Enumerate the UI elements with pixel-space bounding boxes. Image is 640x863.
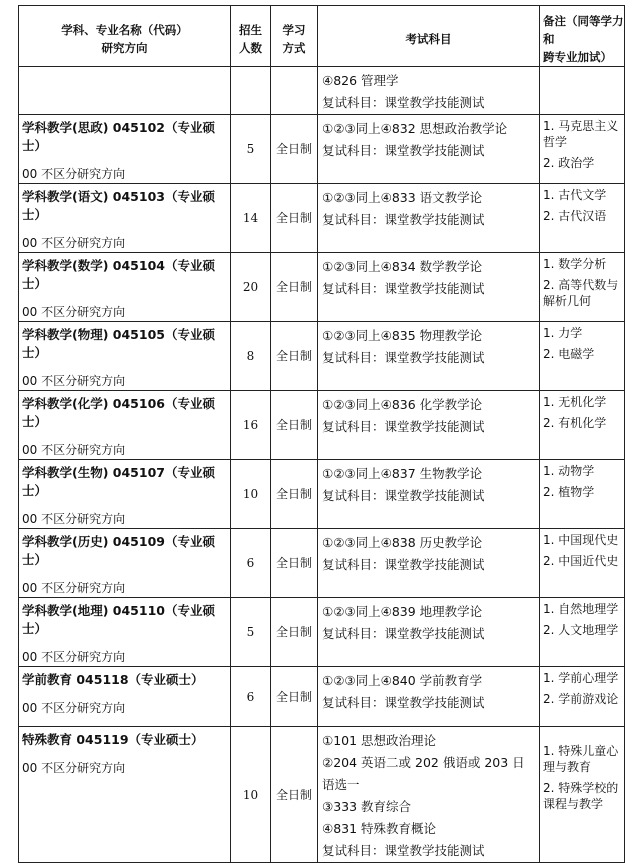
major-title: 特殊教育 045119（专业硕士）	[22, 732, 204, 747]
major-title: 学科教学(历史) 045109（专业硕士）	[22, 534, 215, 567]
continuation-exam-cell	[318, 67, 540, 115]
header-major	[19, 6, 231, 67]
table-row	[19, 460, 625, 529]
research-direction: 00 不区分研究方向	[22, 701, 126, 715]
major-cell	[19, 460, 231, 529]
notes-cell	[540, 322, 625, 391]
note-item: 2. 人文地理学	[543, 623, 619, 637]
header-notes	[540, 6, 625, 67]
major-cell	[19, 322, 231, 391]
exam-cell	[318, 253, 540, 322]
exam-line: ①101 思想政治理论	[322, 733, 437, 748]
enrollment-count: 5	[231, 115, 271, 184]
enrollment-count: 6	[231, 667, 271, 727]
note-item: 1. 中国现代史	[543, 533, 619, 547]
notes-cell	[540, 391, 625, 460]
exam-line: 复试科目：课堂教学技能测试	[322, 626, 485, 641]
note-item: 1. 马克思主义哲学	[543, 119, 619, 149]
research-direction: 00 不区分研究方向	[22, 512, 126, 526]
study-mode: 全日制	[271, 115, 318, 184]
notes-cell	[540, 184, 625, 253]
header-count-line1: 招生	[239, 23, 262, 37]
major-cell	[19, 253, 231, 322]
note-item: 2. 古代汉语	[543, 209, 607, 223]
notes-cell	[540, 529, 625, 598]
note-item: 1. 古代文学	[543, 188, 607, 202]
exam-line: 复试科目：课堂教学技能测试	[322, 95, 485, 110]
research-direction: 00 不区分研究方向	[22, 581, 126, 595]
research-direction: 00 不区分研究方向	[22, 443, 126, 457]
exam-line: ②204 英语二或 202 俄语或 203 日语选一	[322, 755, 525, 792]
research-direction: 00 不区分研究方向	[22, 236, 126, 250]
exam-cell	[318, 115, 540, 184]
header-mode	[271, 6, 318, 67]
exam-cell	[318, 598, 540, 667]
note-item: 2. 植物学	[543, 485, 595, 499]
continuation-notes-cell	[540, 67, 625, 115]
notes-cell	[540, 667, 625, 727]
table-row	[19, 184, 625, 253]
major-cell	[19, 391, 231, 460]
exam-line: ①②③同上④837 生物教学论	[322, 466, 483, 481]
notes-cell	[540, 253, 625, 322]
research-direction: 00 不区分研究方向	[22, 374, 126, 388]
header-notes-line1: 备注（同等学力和	[543, 14, 624, 46]
study-mode: 全日制	[271, 460, 318, 529]
exam-line: ①②③同上④832 思想政治教学论	[322, 121, 508, 136]
exam-line: 复试科目：课堂教学技能测试	[322, 695, 485, 710]
enrollment-count: 6	[231, 529, 271, 598]
notes-cell	[540, 460, 625, 529]
major-cell	[19, 115, 231, 184]
study-mode: 全日制	[271, 598, 318, 667]
exam-cell	[318, 727, 540, 863]
note-item: 2. 中国近代史	[543, 554, 619, 568]
note-item: 1. 动物学	[543, 464, 595, 478]
exam-line: ①②③同上④839 地理教学论	[322, 604, 483, 619]
study-mode: 全日制	[271, 184, 318, 253]
study-mode: 全日制	[271, 667, 318, 727]
exam-line: 复试科目：课堂教学技能测试	[322, 419, 485, 434]
notes-cell	[540, 598, 625, 667]
study-mode: 全日制	[271, 727, 318, 863]
header-count	[231, 6, 271, 67]
exam-cell	[318, 184, 540, 253]
exam-line: 复试科目：课堂教学技能测试	[322, 557, 485, 572]
exam-line: 复试科目：课堂教学技能测试	[322, 488, 485, 503]
header-count-line2: 人数	[239, 41, 262, 55]
note-item: 1. 自然地理学	[543, 602, 619, 616]
major-title: 学科教学(地理) 045110（专业硕士）	[22, 603, 215, 636]
exam-line: 复试科目：课堂教学技能测试	[322, 350, 485, 365]
exam-line: ①②③同上④836 化学教学论	[322, 397, 483, 412]
table-row	[19, 727, 625, 863]
note-item: 1. 学前心理学	[543, 671, 619, 685]
continuation-major-cell	[19, 67, 231, 115]
major-title: 学科教学(化学) 045106（专业硕士）	[22, 396, 215, 429]
header-major-line2: 研究方向	[101, 41, 148, 55]
exam-line: 复试科目：课堂教学技能测试	[322, 843, 485, 858]
major-title: 学科教学(物理) 045105（专业硕士）	[22, 327, 215, 360]
exam-cell	[318, 667, 540, 727]
enrollment-count: 10	[231, 727, 271, 863]
exam-line: ①②③同上④835 物理教学论	[322, 328, 483, 343]
continuation-count-cell	[231, 67, 271, 115]
exam-line: 复试科目：课堂教学技能测试	[322, 281, 485, 296]
table-row	[19, 667, 625, 727]
research-direction: 00 不区分研究方向	[22, 650, 126, 664]
table-row	[19, 322, 625, 391]
header-row	[19, 6, 625, 67]
enrollment-count: 14	[231, 184, 271, 253]
major-title: 学科教学(语文) 045103（专业硕士）	[22, 189, 215, 222]
major-cell	[19, 667, 231, 727]
note-item: 2. 学前游戏论	[543, 692, 619, 706]
exam-line: ①②③同上④833 语文教学论	[322, 190, 483, 205]
major-title: 学科教学(生物) 045107（专业硕士）	[22, 465, 215, 498]
exam-line: ①②③同上④840 学前教育学	[322, 673, 483, 688]
enrollment-count: 10	[231, 460, 271, 529]
exam-line: 复试科目：课堂教学技能测试	[322, 212, 485, 227]
notes-cell	[540, 727, 625, 863]
enrollment-count: 16	[231, 391, 271, 460]
note-item: 1. 数学分析	[543, 257, 607, 271]
table-row	[19, 115, 625, 184]
table-row	[19, 253, 625, 322]
note-item: 2. 政治学	[543, 156, 595, 170]
note-item: 2. 电磁学	[543, 347, 595, 361]
exam-cell	[318, 460, 540, 529]
exam-line: ①②③同上④834 数学教学论	[322, 259, 483, 274]
study-mode: 全日制	[271, 391, 318, 460]
major-cell	[19, 529, 231, 598]
major-cell	[19, 184, 231, 253]
exam-line: 复试科目：课堂教学技能测试	[322, 143, 485, 158]
note-item: 1. 力学	[543, 326, 583, 340]
header-major-line1: 学科、专业名称（代码）	[61, 23, 188, 37]
study-mode: 全日制	[271, 322, 318, 391]
major-title: 学科教学(数学) 045104（专业硕士）	[22, 258, 215, 291]
note-item: 1. 特殊儿童心理与教育	[543, 744, 619, 774]
notes-cell	[540, 115, 625, 184]
exam-line: ④826 管理学	[322, 73, 399, 88]
note-item: 2. 有机化学	[543, 416, 607, 430]
major-title: 学科教学(思政) 045102（专业硕士）	[22, 120, 215, 153]
research-direction: 00 不区分研究方向	[22, 305, 126, 319]
exam-line: ④831 特殊教育概论	[322, 821, 437, 836]
study-mode: 全日制	[271, 253, 318, 322]
exam-cell	[318, 322, 540, 391]
table-row	[19, 529, 625, 598]
note-item: 2. 高等代数与解析几何	[543, 278, 619, 308]
continuation-row	[19, 67, 625, 115]
header-mode-line1: 学习	[282, 23, 306, 37]
note-item: 1. 无机化学	[543, 395, 607, 409]
study-mode: 全日制	[271, 529, 318, 598]
research-direction: 00 不区分研究方向	[22, 167, 126, 181]
header-exam-label: 考试科目	[405, 32, 452, 46]
note-item: 2. 特殊学校的课程与教学	[543, 781, 619, 811]
major-title: 学前教育 045118（专业硕士）	[22, 672, 204, 687]
exam-line: ③333 教育综合	[322, 799, 412, 814]
header-notes-line2: 跨专业加试）	[543, 50, 612, 64]
exam-line: ①②③同上④838 历史教学论	[322, 535, 483, 550]
table-row	[19, 598, 625, 667]
enrollment-count: 8	[231, 322, 271, 391]
continuation-mode-cell	[271, 67, 318, 115]
header-mode-line2: 方式	[282, 41, 306, 55]
admissions-table	[18, 5, 625, 863]
header-exam	[318, 6, 540, 67]
enrollment-count: 20	[231, 253, 271, 322]
research-direction: 00 不区分研究方向	[22, 761, 126, 775]
enrollment-count: 5	[231, 598, 271, 667]
table-row	[19, 391, 625, 460]
major-cell	[19, 598, 231, 667]
exam-cell	[318, 529, 540, 598]
major-cell	[19, 727, 231, 863]
exam-cell	[318, 391, 540, 460]
